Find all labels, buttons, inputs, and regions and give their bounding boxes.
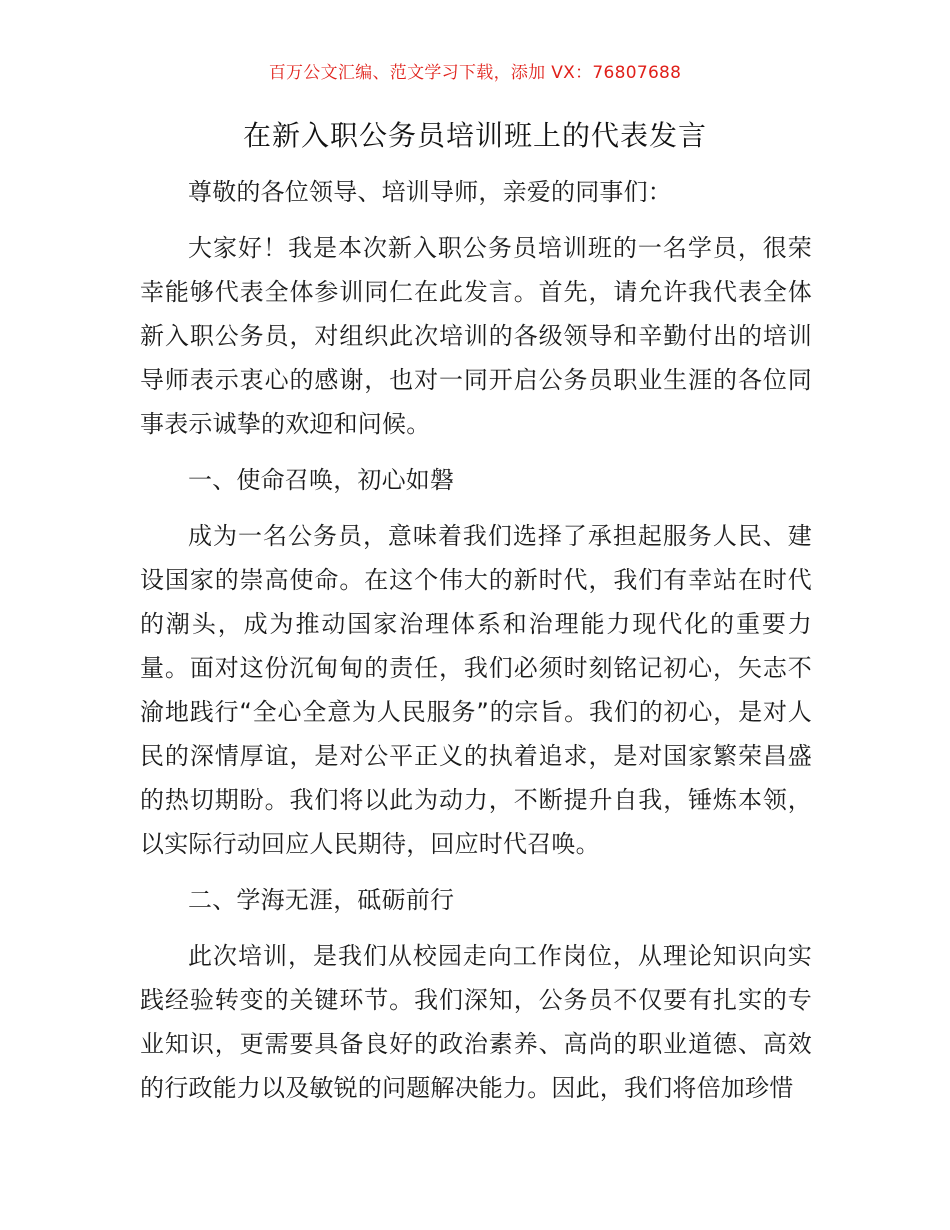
intro-paragraph: 大家好！我是本次新入职公务员培训班的一名学员，很荣幸能够代表全体参训同仁在此发言。首先，请允许我代表全体新入职公务员，对组织此次培训的各级领导和辛勤付出的培训导师表示衷心的感谢，也对一同开启公务员职业生涯的各位同事表示诚挚的欢迎和问候。 [140,234,812,438]
spacer [140,922,812,934]
section-heading-2: 二、学海无涯，砥砺前行 [188,886,455,914]
header-watermark-note: 百万公文汇编、范文学习下载，添加 VX：76807688 [268,63,682,83]
section-heading-1: 一、使命召唤，初心如磐 [188,466,455,494]
salutation: 尊敬的各位领导、培训导师，亲爱的同事们： [188,178,672,206]
spacer [140,866,812,878]
spacer [140,446,812,458]
section-2-paragraph: 此次培训，是我们从校园走向工作岗位，从理论知识向实践经验转变的关键环节。我们深知，公务员不仅要有扎实的专业知识，更需要具备良好的政治素养、高尚的职业道德、高效的行政能力以及敏锐的问题解决能力。因此，我们将倍加珍惜 [140,942,812,1102]
spacer [140,214,812,226]
spacer [140,502,812,514]
section-1-paragraph: 成为一名公务员，意味着我们选择了承担起服务人民、建设国家的崇高使命。在这个伟大的新时代，我们有幸站在时代的潮头，成为推动国家治理体系和治理能力现代化的重要力量。面对这份沉甸甸的责任，我们必须时刻铭记初心，矢志不渝地践行“全心全意为人民服务”的宗旨。我们的初心，是对人民的深情厚谊，是对公平正义的执着追求，是对国家繁荣昌盛的热切期盼。我们将以此为动力，不断提升自我，锤炼本领，以实际行动回应人民期待，回应时代召唤。 [140,522,812,858]
document-body [140,170,812,1110]
document-title: 在新入职公务员培训班上的代表发言 [242,119,707,152]
